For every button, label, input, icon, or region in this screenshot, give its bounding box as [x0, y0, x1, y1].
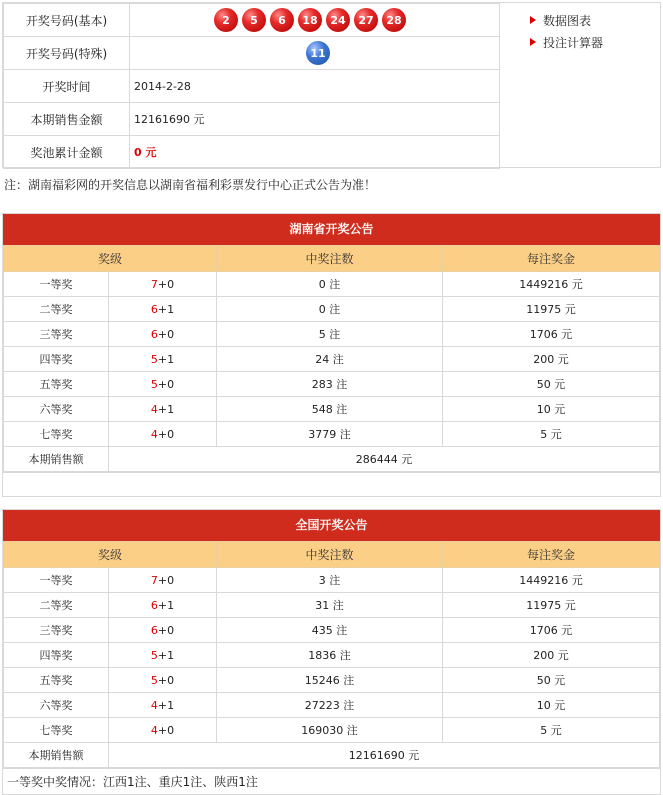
prize-condition [109, 372, 217, 397]
prize-name: 二等奖 [4, 593, 109, 618]
jackpot-label: 奖池累计金额 [4, 136, 130, 169]
data-chart-link-label: 数据图表 [543, 13, 592, 28]
col-winner-count: 中奖注数 [217, 542, 443, 568]
special-number-label: 开奖号码(特殊) [4, 37, 130, 70]
prize-name: 三等奖 [4, 322, 109, 347]
prize-name: 二等奖 [4, 297, 109, 322]
winner-count: 3 注 [217, 568, 443, 593]
national-announcement-panel [2, 509, 661, 795]
red-ball: 2 [214, 8, 238, 32]
prize-name: 一等奖 [4, 272, 109, 297]
winner-count: 1836 注 [217, 643, 443, 668]
blue-ball: 11 [306, 41, 330, 65]
special-match: +0 [157, 427, 175, 441]
prize-name: 一等奖 [4, 568, 109, 593]
prize-row [4, 593, 660, 618]
prize-amount: 200 元 [443, 643, 660, 668]
main-match: 5 [150, 377, 158, 391]
red-ball: 27 [354, 8, 378, 32]
prize-row [4, 297, 660, 322]
main-match: 6 [150, 302, 158, 316]
prize-condition [109, 322, 217, 347]
prize-name: 五等奖 [4, 668, 109, 693]
col-prize-per-bet: 每注奖金 [443, 246, 660, 272]
main-match: 4 [150, 402, 158, 416]
red-ball: 6 [270, 8, 294, 32]
main-match: 5 [150, 648, 158, 662]
prize-amount: 10 元 [443, 693, 660, 718]
sales-label: 本期销售额 [4, 447, 109, 472]
hunan-panel-title: 湖南省开奖公告 [3, 214, 660, 245]
special-number [130, 37, 500, 70]
bet-calculator-link-label: 投注计算器 [543, 35, 604, 50]
winner-count: 435 注 [217, 618, 443, 643]
prize-name: 四等奖 [4, 643, 109, 668]
prize-condition [109, 718, 217, 743]
sales-row [4, 743, 660, 768]
red-ball: 28 [382, 8, 406, 32]
red-ball-list [134, 8, 499, 32]
prize-row [4, 272, 660, 297]
prize-amount: 1449216 元 [443, 568, 660, 593]
main-match: 5 [150, 673, 158, 687]
draw-info-panel [2, 2, 661, 168]
draw-date-value: 2014-2-28 [130, 70, 500, 103]
prize-row [4, 618, 660, 643]
winner-count: 169030 注 [217, 718, 443, 743]
prize-condition [109, 593, 217, 618]
winner-count: 3779 注 [217, 422, 443, 447]
prize-name: 五等奖 [4, 372, 109, 397]
prize-amount: 11975 元 [443, 593, 660, 618]
prize-amount: 11975 元 [443, 297, 660, 322]
main-match: 4 [150, 723, 158, 737]
national-prize-table [3, 541, 660, 768]
first-prize-note: 一等奖中奖情况：江西1注、重庆1注、陕西1注 [3, 768, 660, 794]
prize-amount: 5 元 [443, 718, 660, 743]
national-panel-title: 全国开奖公告 [3, 510, 660, 541]
basic-numbers [130, 4, 500, 37]
special-match: +0 [157, 673, 175, 687]
winner-count: 548 注 [217, 397, 443, 422]
red-ball: 24 [326, 8, 350, 32]
col-winner-count: 中奖注数 [217, 246, 443, 272]
special-match: +1 [157, 698, 175, 712]
prize-condition [109, 397, 217, 422]
special-match: +1 [157, 598, 175, 612]
main-match: 7 [150, 573, 158, 587]
prize-amount: 5 元 [443, 422, 660, 447]
special-match: +1 [157, 302, 175, 316]
special-match: +1 [157, 352, 175, 366]
winner-count: 31 注 [217, 593, 443, 618]
hunan-prize-table [3, 245, 660, 472]
winner-count: 283 注 [217, 372, 443, 397]
prize-row [4, 718, 660, 743]
bet-calculator-link[interactable] [530, 31, 603, 53]
prize-amount: 10 元 [443, 397, 660, 422]
special-match: +0 [157, 277, 175, 291]
prize-condition [109, 272, 217, 297]
prize-row [4, 322, 660, 347]
prize-row [4, 347, 660, 372]
prize-condition [109, 347, 217, 372]
red-ball: 5 [242, 8, 266, 32]
main-match: 4 [150, 427, 158, 441]
prize-amount: 50 元 [443, 372, 660, 397]
jackpot-value: 0 元 [130, 136, 500, 169]
disclaimer-note: 注：湖南福彩网的开奖信息以湖南省福利彩票发行中心正式公告为准！ [4, 178, 377, 192]
main-match: 6 [150, 598, 158, 612]
prize-amount: 200 元 [443, 347, 660, 372]
prize-condition [109, 668, 217, 693]
prize-row [4, 568, 660, 593]
hunan-panel-spacer [3, 472, 660, 496]
prize-name: 七等奖 [4, 422, 109, 447]
winner-count: 27223 注 [217, 693, 443, 718]
prize-name: 七等奖 [4, 718, 109, 743]
hunan-announcement-panel [2, 213, 661, 497]
prize-condition [109, 643, 217, 668]
winner-count: 0 注 [217, 272, 443, 297]
special-match: +0 [157, 327, 175, 341]
prize-name: 六等奖 [4, 693, 109, 718]
side-links [530, 9, 603, 53]
sales-value: 286444 元 [109, 447, 660, 472]
sales-label: 本期销售额 [4, 743, 109, 768]
prize-name: 三等奖 [4, 618, 109, 643]
special-match: +1 [157, 402, 175, 416]
prize-condition [109, 297, 217, 322]
basic-numbers-label: 开奖号码(基本) [4, 4, 130, 37]
prize-row [4, 668, 660, 693]
sales-amount-value: 12161690 元 [130, 103, 500, 136]
sales-value: 12161690 元 [109, 743, 660, 768]
col-prize-per-bet: 每注奖金 [443, 542, 660, 568]
winner-count: 24 注 [217, 347, 443, 372]
arrow-right-icon [530, 16, 536, 24]
sales-row [4, 447, 660, 472]
draw-info-table [3, 3, 500, 169]
special-match: +1 [157, 648, 175, 662]
red-ball: 18 [298, 8, 322, 32]
main-match: 5 [150, 352, 158, 366]
sales-amount-label: 本期销售金额 [4, 103, 130, 136]
prize-row [4, 693, 660, 718]
main-match: 4 [150, 698, 158, 712]
special-match: +0 [157, 377, 175, 391]
col-prize-level: 奖级 [4, 542, 217, 568]
arrow-right-icon [530, 38, 536, 46]
prize-condition [109, 618, 217, 643]
special-match: +0 [157, 623, 175, 637]
prize-amount: 50 元 [443, 668, 660, 693]
main-match: 6 [150, 327, 158, 341]
prize-condition [109, 422, 217, 447]
prize-row [4, 372, 660, 397]
prize-amount: 1706 元 [443, 322, 660, 347]
prize-condition [109, 693, 217, 718]
data-chart-link[interactable] [530, 9, 603, 31]
prize-row [4, 397, 660, 422]
prize-row [4, 422, 660, 447]
main-match: 7 [150, 277, 158, 291]
prize-amount: 1449216 元 [443, 272, 660, 297]
prize-condition [109, 568, 217, 593]
main-match: 6 [150, 623, 158, 637]
winner-count: 15246 注 [217, 668, 443, 693]
winner-count: 5 注 [217, 322, 443, 347]
winner-count: 0 注 [217, 297, 443, 322]
col-prize-level: 奖级 [4, 246, 217, 272]
special-match: +0 [157, 573, 175, 587]
special-match: +0 [157, 723, 175, 737]
draw-date-label: 开奖时间 [4, 70, 130, 103]
prize-amount: 1706 元 [443, 618, 660, 643]
prize-row [4, 643, 660, 668]
prize-name: 六等奖 [4, 397, 109, 422]
prize-name: 四等奖 [4, 347, 109, 372]
